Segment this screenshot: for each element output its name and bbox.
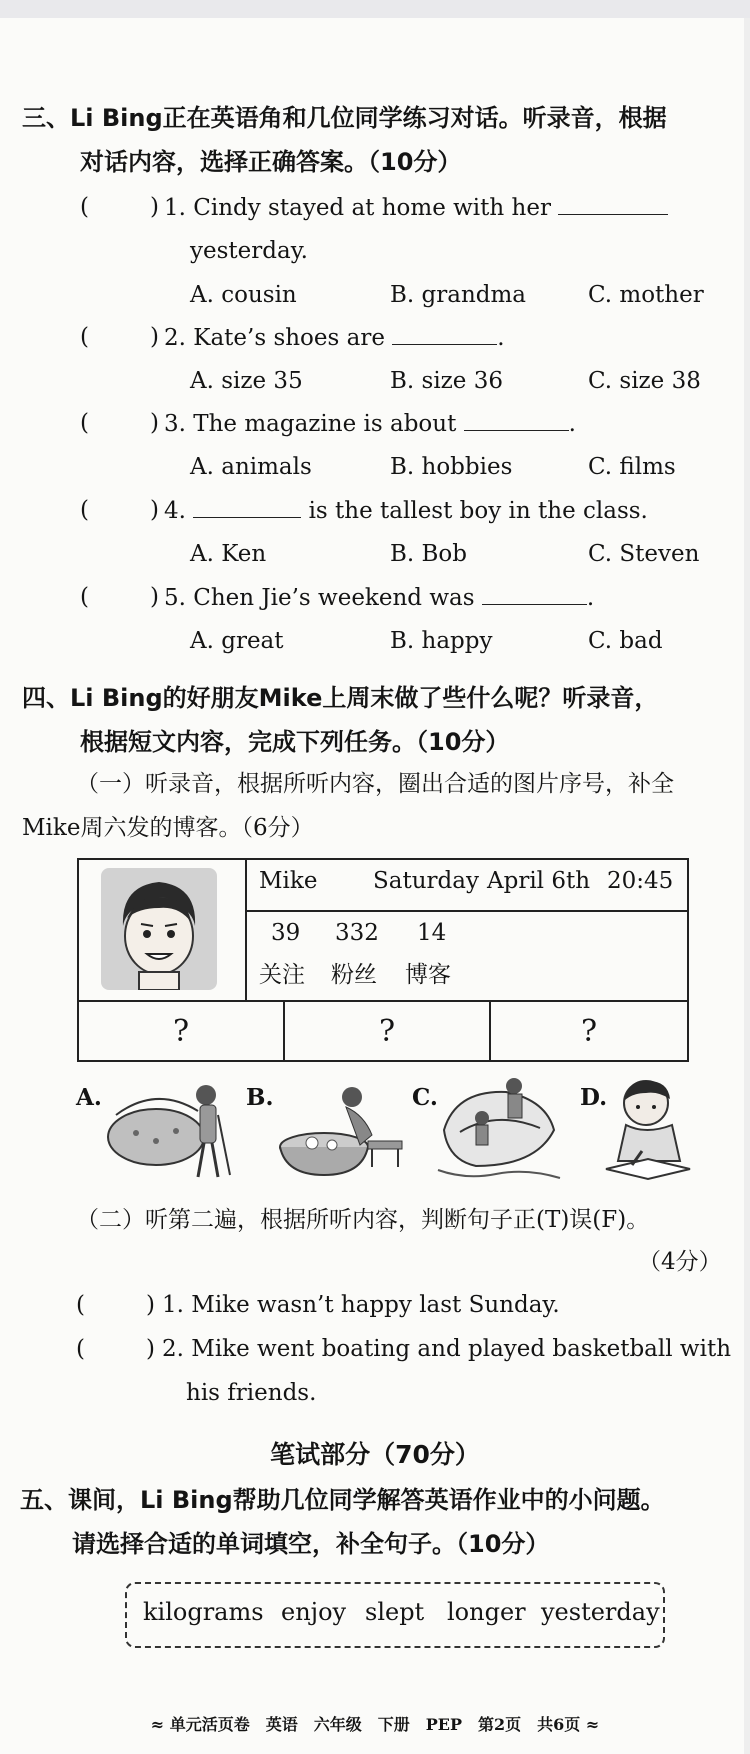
question-number: 1. xyxy=(162,1292,184,1318)
blog-date: April 6th xyxy=(487,868,591,894)
question-text-end: . xyxy=(568,411,576,437)
doing-homework-icon[interactable] xyxy=(602,1073,692,1185)
question-text: Cindy stayed at home with her xyxy=(193,195,551,221)
question-text: is the tallest boy in the class. xyxy=(308,498,648,524)
section3-heading-line2: 对话内容，选择正确答案。（10分） xyxy=(80,148,462,176)
part1-instruction-line1: （一）听录音，根据所听内容，圈出合适的图片序号，补全 xyxy=(76,771,674,797)
answer-blank[interactable] xyxy=(193,497,301,518)
posts-label: 博客 xyxy=(405,962,451,988)
fans-count: 332 xyxy=(335,920,379,946)
option-c[interactable]: C. bad xyxy=(588,628,663,654)
question-text: Mike wasn’t happy last Sunday. xyxy=(191,1292,560,1318)
section5-heading-line2: 请选择合适的单词填空，补全句子。（10分） xyxy=(72,1530,550,1558)
boy-face-icon xyxy=(101,868,217,990)
answer-paren-close: ) xyxy=(150,584,159,610)
question-text-end: . xyxy=(497,325,505,351)
question-5 xyxy=(164,584,594,611)
blog-username: Mike xyxy=(259,868,318,894)
question-number: 5. xyxy=(164,585,186,611)
tf-question-2 xyxy=(162,1336,731,1362)
question-1-continued: yesterday. xyxy=(190,238,308,264)
option-a[interactable]: A. great xyxy=(190,628,284,654)
section5-heading-line1: 五、课间，Li Bing帮助几位同学解答英语作业中的小问题。 xyxy=(20,1486,665,1514)
word-option[interactable]: yesterday xyxy=(541,1598,660,1626)
answer-paren-close: ) xyxy=(150,410,159,436)
tf-question-2-continued: his friends. xyxy=(186,1380,317,1406)
follow-count: 39 xyxy=(271,920,301,946)
answer-paren-close: ) xyxy=(150,497,159,523)
blog-card xyxy=(77,858,689,1062)
question-text: Mike went boating and played basketball with xyxy=(191,1336,732,1362)
pic-label-d[interactable]: D. xyxy=(580,1084,608,1111)
part2-score: （4分） xyxy=(638,1249,722,1275)
question-text: Kate’s shoes are xyxy=(193,325,385,351)
blog-time: 20:45 xyxy=(607,868,674,894)
boating-icon[interactable] xyxy=(436,1070,566,1185)
blog-slot-3[interactable]: ? xyxy=(580,1014,598,1049)
section3-heading xyxy=(22,96,730,184)
section4-heading-line1: 四、Li Bing的好朋友Mike上周末做了些什么呢？听录音， xyxy=(22,684,659,712)
option-c[interactable]: C. mother xyxy=(588,282,704,308)
option-a[interactable]: A. cousin xyxy=(190,282,297,308)
avatar-cell xyxy=(79,860,247,1000)
tf-question-1 xyxy=(162,1292,560,1318)
fans-label: 粉丝 xyxy=(331,962,377,988)
making-bed-icon[interactable] xyxy=(106,1075,236,1185)
answer-paren-open: ( xyxy=(80,324,89,350)
question-3 xyxy=(164,410,576,437)
written-part-title: 笔试部分（70分） xyxy=(270,1440,480,1469)
option-b[interactable]: B. size 36 xyxy=(390,368,503,394)
word-option[interactable]: slept xyxy=(365,1598,425,1626)
follow-label: 关注 xyxy=(259,962,305,988)
option-b[interactable]: B. Bob xyxy=(390,541,467,567)
answer-blank[interactable] xyxy=(464,410,569,431)
answer-blank[interactable] xyxy=(482,584,587,605)
option-a[interactable]: A. size 35 xyxy=(190,368,303,394)
question-4 xyxy=(164,497,648,524)
question-number: 1. xyxy=(164,195,186,221)
word-option[interactable]: kilograms xyxy=(143,1598,264,1626)
blog-day: Saturday xyxy=(373,868,479,894)
answer-paren-close: ) xyxy=(146,1292,155,1318)
blog-slot-2[interactable]: ? xyxy=(378,1014,396,1049)
option-c[interactable]: C. size 38 xyxy=(588,368,701,394)
question-1 xyxy=(164,194,668,221)
washing-clothes-icon[interactable] xyxy=(276,1075,406,1185)
answer-paren-open: ( xyxy=(80,584,89,610)
option-a[interactable]: A. Ken xyxy=(190,541,267,567)
option-c[interactable]: C. Steven xyxy=(588,541,700,567)
question-number: 2. xyxy=(162,1336,184,1362)
question-text: Chen Jie’s weekend was xyxy=(193,585,475,611)
answer-paren-close: ) xyxy=(150,194,159,220)
question-number: 2. xyxy=(164,325,186,351)
option-b[interactable]: B. grandma xyxy=(390,282,527,308)
question-number: 3. xyxy=(164,411,186,437)
answer-paren-close: ) xyxy=(146,1336,155,1362)
section5-heading xyxy=(20,1478,730,1566)
answer-paren-open: ( xyxy=(76,1336,85,1362)
word-option[interactable]: longer xyxy=(447,1598,526,1626)
question-2 xyxy=(164,324,505,351)
question-text-end: . xyxy=(586,585,595,611)
option-b[interactable]: B. happy xyxy=(390,628,493,654)
question-number: 4. xyxy=(164,498,186,524)
avatar xyxy=(101,868,217,990)
answer-paren-open: ( xyxy=(76,1292,85,1318)
posts-count: 14 xyxy=(417,920,447,946)
answer-paren-open: ( xyxy=(80,410,89,436)
question-text: The magazine is about xyxy=(193,411,457,437)
pic-label-c[interactable]: C. xyxy=(412,1084,438,1111)
option-c[interactable]: C. films xyxy=(588,454,676,480)
answer-blank[interactable] xyxy=(392,324,497,345)
pic-label-b[interactable]: B. xyxy=(246,1084,274,1111)
part2-instruction: （二）听第二遍，根据所听内容，判断句子正(T)误(F)。 xyxy=(76,1207,650,1233)
option-b[interactable]: B. hobbies xyxy=(390,454,513,480)
pic-label-a[interactable]: A. xyxy=(76,1084,102,1111)
answer-paren-open: ( xyxy=(80,194,89,220)
blog-header-divider xyxy=(245,910,687,912)
answer-paren-open: ( xyxy=(80,497,89,523)
scan-top-band xyxy=(0,0,750,18)
section3-heading-line1: 三、Li Bing正在英语角和几位同学练习对话。听录音，根据 xyxy=(22,104,667,132)
answer-paren-close: ) xyxy=(150,324,159,350)
scan-right-edge xyxy=(744,18,750,1754)
word-bank xyxy=(125,1582,665,1648)
answer-blank[interactable] xyxy=(558,194,668,215)
part1-instruction-line2: Mike周六发的博客。（6分） xyxy=(22,815,314,841)
blog-slot-1[interactable]: ? xyxy=(172,1014,190,1049)
option-a[interactable]: A. animals xyxy=(190,454,312,480)
word-option[interactable]: enjoy xyxy=(281,1598,347,1626)
page-footer: ≈ 单元活页卷 英语 六年级 下册 PEP 第2页 共6页 ≈ xyxy=(150,1715,600,1734)
section4-heading xyxy=(22,676,730,764)
section4-heading-line2: 根据短文内容，完成下列任务。（10分） xyxy=(80,728,510,756)
